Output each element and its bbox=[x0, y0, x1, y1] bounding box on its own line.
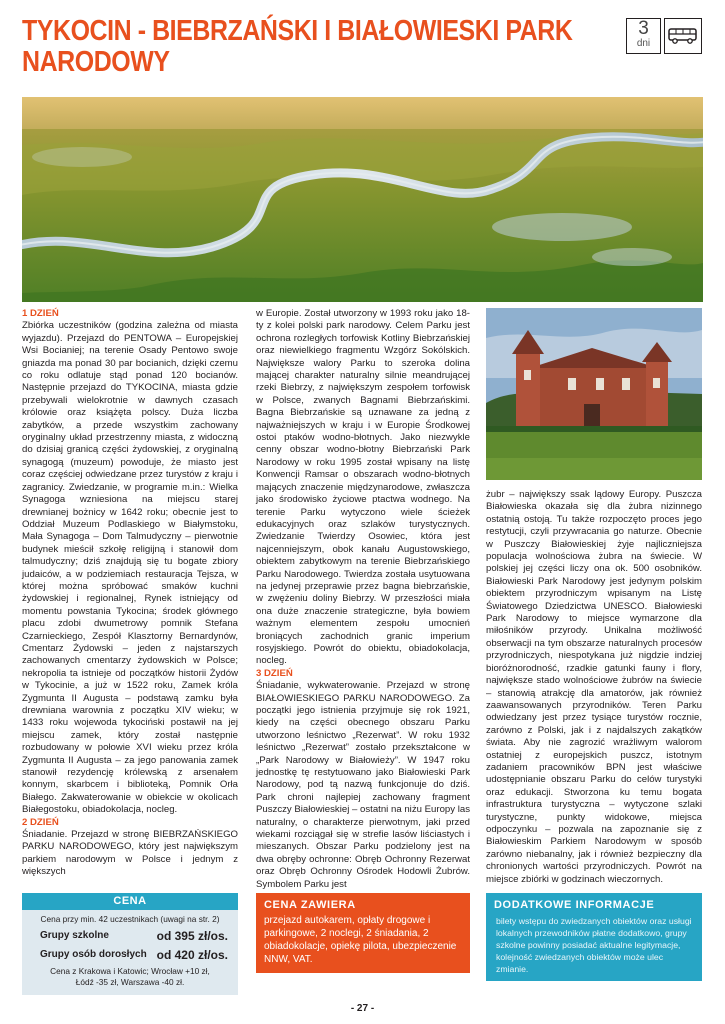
price-footnote-line-2: Łódź -35 zł, Warszawa -40 zł. bbox=[75, 977, 185, 987]
includes-text: przejazd autokarem, opłaty drogowe i parkingowe, 2 noclegi, 2 śniadania, 2 obiadokolacje, opiekę pilota, ubezpieczenie NNW, VAT. bbox=[264, 915, 457, 965]
day-3-text: Śniadanie, wykwaterowanie. Przejazd w stronę BIAŁOWIESKIEGO PARKU NARODOWEGO. Za początki jego istnienia przyjmuje się rok 1921, kiedy na części obecnego obszaru Parku utworzono leśnictwo „Rezerwat”. W roku 1932 leśnictwo „Rezerwat” zostało przekształcone w „Park Narodowy w Białowieży”. W 1947 roku jednostkę tę restytuowano jako Białowieski Park Narodowy, pod tą nazwą funkcjonuje do dziś. Park chroni najlepiej zachowany fragment Puszczy Białowieskiej – ostatni na niżu Europy las naturalny, o charakterze pierwotnym, jaki przed wiekami rozciągał się w strefie lasów liściastych i mieszanych. Obszar Parku podzielony jest na dwa obręby ochronne: Obręb Ochronny Rezerwat oraz Obręb Ochronny Ośrodek Hodowli Żubrów. Symbolem Parku jest bbox=[256, 680, 470, 890]
price-footnote-line-1: Cena z Krakowa i Katowic; Wrocław +10 zł, bbox=[50, 966, 210, 976]
bus-icon bbox=[668, 28, 698, 44]
price-note: Cena przy min. 42 uczestnikach (uwagi na str. 2) bbox=[40, 914, 220, 924]
castle-image bbox=[486, 308, 702, 480]
price-row bbox=[22, 929, 238, 943]
price-row-label: Grupy szkolne bbox=[40, 930, 109, 941]
includes-heading: CENA ZAWIERA bbox=[264, 899, 356, 911]
day-2-heading: 2 DZIEŃ bbox=[22, 816, 59, 828]
price-row-value: od 395 zł/os. bbox=[156, 929, 228, 943]
price-heading: CENA bbox=[22, 893, 238, 910]
price-row bbox=[22, 948, 238, 962]
page-number: - 27 - bbox=[350, 1003, 375, 1014]
title-line-1: TYKOCIN - BIEBRZAŃSKI I BIAŁOWIESKI PARK bbox=[22, 15, 573, 47]
day-1-heading: 1 DZIEŃ bbox=[22, 308, 59, 319]
price-footnote bbox=[22, 966, 238, 988]
price-row-value: od 420 zł/os. bbox=[156, 948, 228, 962]
transport-badge bbox=[664, 18, 702, 54]
extra-info-heading: DODATKOWE INFORMACJE bbox=[494, 899, 655, 911]
column-2 bbox=[256, 308, 470, 888]
extra-info-box bbox=[486, 893, 702, 981]
column-3 bbox=[486, 489, 702, 884]
hero-image bbox=[22, 97, 703, 302]
title-line-2: NARODOWY bbox=[22, 46, 170, 78]
column-1 bbox=[22, 308, 238, 893]
days-badge bbox=[626, 18, 661, 54]
day-2-continued-text: w Europie. Został utworzony w 1993 roku jako 18-ty z kolei polski park narodowy. Celem Parku jest ochrona rozległych torfowisk Kotliny Biebrzańskiej oraz niewielkiego fragmentu Wzgórz Sokólskich. Największe walory Parku to szeroka dolina mającej charakter naturalny silnie meandrującej rzeki Biebrzy, z największym zespołem torfowisk w Polsce, zwanych Bagnami Biebrzańskimi. Bagna Biebrzańskie są uznawane za jedną z najważniejszych w kraju i w Europie Środkowej ostoi ptaków wodno-błotnych. Jako niezwykle cenny obszar wodno-błotny Biebrzański Park Narodowy w roku 1995 został wpisany na listę Konwencji Ramsar o obszarach wodno-błotnych mających znaczenie międzynarodowe, zwłaszcza jako środowisko życiowe ptactwa wodnego. Na terenie Parku wytyczono wiele ścieżek edukacyjnych oraz szlaków turystycznych. Zwiedzanie Twierdzy Osowiec, która jest najcenniejszym, obok kanału Augustowskiego, obiektem zabytkowym na terenie Biebrzańskiego Parku Narodowego. Twierdza została usytuowana na jedynej przeprawie przez bagna biebrzańskie, w zwężeniu doliny Biebrzy. W przeszłości miała ona duże znaczenie strategiczne, była bowiem ważnym elementem zespołu umocnień broniących zachodnich granic imperium rosyjskiego. Powrót do obiektu, obiadokolacja, nocleg. bbox=[256, 308, 470, 667]
extra-info-text: bilety wstępu do zwiedzanych obiektów oraz usługi lokalnych przewodników płatne dodatkowo, grupy szkolne powinny posiadać aktualne legitymacje, kolejność zwiedzanych obiektów może ulec zmianie. bbox=[496, 916, 692, 974]
day-1-text: Zbiórka uczestników (godzina zależna od miasta wyjazdu). Przejazd do PENTOWA – Europejskiej Wsi Bocianiej; na terenie Osady Pentowo swoje gniazda ma ponad 30 par bocianich, dzięki czemu co roku odlatuje stąd ponad 120 bocianów. Następnie przejazd do TYKOCINA, miasta gdzie przebywali wielokrotnie w dawnych czasach królowie oraz książęta polscy. Duża liczba zabytków, a przede wszystkim zachowany oryginalny układ przestrzenny miasta, z widoczną do dzisiaj granicą części żydowskiej, z oryginalną synagogą (muzeum) powoduje, że miasto jest coraz częściej odwiedzane przez turystów z kraju i zagranicy. Zwiedzanie, w programie m.in.: Wielka Synagoga wzniesiona na miejscu starej drewnianej bożnicy w 1642 roku; obecnie jest to Oddział Muzeum Podlaskiego w Białymstoku, Mała Synagoga – Dom Talmudyczny – pierwotnie budynek mieścił szkołę religijną i stanowił dom talmudyczny; dziś znajdują się tu bogate zbiory judaiców, a w podziemiach restauracja Tejsza, w której można spróbować smaków kuchni żydowskiej i regionalnej, Rynek istniejący od momentu powstania Tykocina; środek głównego placu zdobi dwumetrowy pomnik Stefana Czarnieckiego, Zespół Klasztorny Bernardynów, Cmentarz Żydowski – jeden z najstarszych zachowanych cmentarzy żydowskich w Polsce; nekropolia ta istnieje od początków historii Żydów w Tykocinie, a już w 1522 roku, Zamek króla Zygmunta II Augusta – podstawą zamku była drewniana warownia z początku XIV wieku; w 1433 roku wojewoda tykociński postawił na jej miejscu zamek, który został następnie rozbudowany w połowie XVI wieku przez króla Zygmunta II Augusta – za jego panowania zamek stanowił rezydencję królewską z arsenałem konnym, skarbcem i biblioteką, Pomnik Orła Białego. Zakwaterowanie w obiekcie w okolicach Białegostoku, obiadokolacja, nocleg. bbox=[22, 320, 238, 816]
day-2-text: Śniadanie. Przejazd w stronę BIEBRZAŃSKIEGO PARKU NARODOWEGO, który jest największym parkiem narodowym w Polsce i jednym z większych bbox=[22, 829, 238, 878]
price-row-label: Grupy osób dorosłych bbox=[40, 949, 147, 960]
day-3-heading: 3 DZIEŃ bbox=[256, 667, 293, 679]
days-number: 3 bbox=[638, 18, 649, 39]
days-label: dni bbox=[636, 38, 651, 49]
day-3-continued-text: żubr – największy ssak lądowy Europy. Puszcza Białowieska okazała się dla żubra nizinnego ostatnią ostoją. Tu także rozpoczęto proces jego restytucji, czyli przywracania go naturze. Obecnie w Puszczy Białowieskiej żyje najliczniejsza populacja wolnościowa żubra na świecie. W polskiej jej części liczy ona ok. 500 osobników. Białowieski Park Narodowy jest jedynym polskim obiektem przyrodniczym wpisanym na Listę Światowego Dziedzictwa UNESCO. Białowieski Park Narodowy to miejsce wymarzone dla miłośników przyrody. Unikalna możliwość obserwacji na tym obszarze naturalnych procesów przyrodniczych, niespotykana już nigdzie indziej bioróżnorodność, rzadkie gatunki fauny i flory, największe stado wolnościowe żubrów na świecie – stanowią atrakcję dla amatorów, jak również zaawansowanych przyrodników. Teren Parku odwiedzany jest przez tysiące turystów rocznie, zarówno z Polski, jak i z najdalszych zakątków świata. Aby nie zagrozić wrażliwym walorom ostatniej z europejskich puszcz, istotnym zadaniem pracowników BPN jest właściwe udostępnianie obszaru Parku do celów turystyki oraz edukacji. Stworzona ku temu bogata infrastruktura turystyczna – wytyczone szlaki turystyczne, punkty widokowe, miejsca odpoczynku – pozwala na zapoznanie się z Białowieskim Parkiem Narodowym w sposób zarówno niebanalny, jak i również bezpieczny dla chronionych wartości przyrodniczych. Powrót na miejsce zbiórki w godzinach wieczornych. bbox=[486, 489, 702, 885]
includes-box bbox=[256, 893, 470, 973]
price-box bbox=[22, 893, 238, 995]
page-title bbox=[22, 15, 573, 78]
